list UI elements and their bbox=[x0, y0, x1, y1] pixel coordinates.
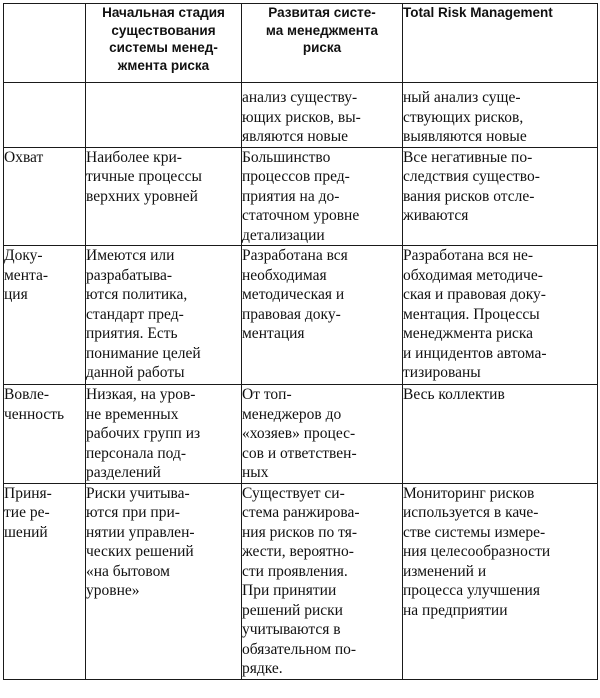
cell-line: Разработана вся не- bbox=[403, 247, 534, 264]
header-line: Total Risk Management bbox=[403, 5, 553, 20]
cell-line: Весь коллектив bbox=[403, 386, 505, 403]
cell-line: анализ существу- bbox=[242, 89, 358, 106]
table-cell bbox=[86, 385, 242, 484]
cell-line: При принятии bbox=[242, 582, 337, 599]
cell-line: менеджмента риска bbox=[403, 325, 534, 342]
table-cell bbox=[403, 483, 598, 679]
cell-line: решений риски bbox=[242, 601, 343, 619]
cell-line: стве системы измере- bbox=[403, 523, 546, 541]
cell-line: процесса улучшения bbox=[403, 582, 540, 599]
cell-line: являются новые bbox=[242, 128, 348, 145]
cell-line: ющих рисков, вы- bbox=[242, 108, 361, 126]
cell-line: понимание целей bbox=[86, 344, 201, 362]
cell-line: Существует си- bbox=[242, 484, 345, 502]
cell-line: учитываются в bbox=[242, 621, 341, 638]
cell-line: и инцидентов автома- bbox=[403, 344, 547, 362]
cell-line: Доку- bbox=[4, 247, 43, 264]
header-cell-total-risk-management bbox=[403, 4, 598, 83]
cell-line: Разработана вся bbox=[242, 247, 348, 264]
table-cell bbox=[242, 246, 403, 385]
row-label-cell bbox=[4, 147, 86, 246]
cell-line: ния целесообразности bbox=[403, 543, 551, 560]
cell-line: рабочих групп из bbox=[86, 425, 201, 442]
cell-line: персонала под- bbox=[86, 444, 187, 462]
table-header-row bbox=[4, 4, 598, 83]
cell-line: Охват bbox=[4, 148, 44, 166]
table-cell bbox=[242, 483, 403, 679]
row-label-cell bbox=[4, 246, 86, 385]
cell-line: тие ре- bbox=[4, 504, 50, 521]
header-line: ма менеджмента bbox=[265, 22, 379, 38]
cell-line: От топ- bbox=[242, 386, 292, 403]
cell-line: на предприятии bbox=[403, 601, 508, 619]
cell-line: Приня- bbox=[4, 484, 52, 502]
cell-line: шений bbox=[4, 523, 48, 541]
table-cell bbox=[86, 483, 242, 679]
header-line: жмента риска bbox=[117, 57, 210, 73]
cell-line: ческих решений bbox=[86, 543, 194, 560]
table-cell bbox=[242, 147, 403, 246]
cell-line: ствующих рисков, bbox=[403, 108, 524, 126]
cell-line: нятии управлен- bbox=[86, 523, 195, 541]
cell-line: правовая доку- bbox=[242, 305, 341, 323]
cell-line: ченность bbox=[4, 405, 65, 423]
header-line: существования bbox=[111, 22, 216, 38]
cell-line: не временных bbox=[86, 405, 179, 423]
table-cell bbox=[403, 83, 598, 148]
cell-line: уровне» bbox=[86, 582, 140, 599]
header-line: Развитая систе- bbox=[268, 5, 376, 20]
cell-line: ция bbox=[4, 286, 28, 303]
cell-line: тизированы bbox=[403, 364, 481, 381]
cell-line: следствия существо- bbox=[403, 168, 540, 185]
cell-line: используется в каче- bbox=[403, 504, 539, 521]
cell-line: стема ранжирова- bbox=[242, 504, 360, 521]
cell-line: Вовле- bbox=[4, 386, 49, 403]
cell-line: обходимая методиче- bbox=[403, 266, 543, 284]
header-cell-empty bbox=[4, 4, 86, 83]
cell-line: рядке. bbox=[242, 660, 283, 677]
header-line: риска bbox=[302, 40, 342, 55]
cell-line: верхних уровней bbox=[86, 187, 198, 205]
cell-line: ются политика, bbox=[86, 286, 188, 303]
table-row bbox=[4, 83, 598, 148]
cell-line: детализации bbox=[242, 226, 325, 244]
cell-line: жести, вероятно- bbox=[242, 543, 354, 560]
table-row bbox=[4, 147, 598, 246]
cell-line: изменений и bbox=[403, 562, 487, 580]
cell-line: разрабатыва- bbox=[86, 266, 173, 284]
cell-line: приятия на до- bbox=[242, 187, 340, 205]
table-cell bbox=[86, 147, 242, 246]
cell-line: Риски учитыва- bbox=[86, 484, 190, 502]
table-cell bbox=[86, 246, 242, 385]
cell-line: сти проявления. bbox=[242, 562, 348, 580]
cell-line: процессов пред- bbox=[242, 168, 350, 185]
cell-line: «на бытовом bbox=[86, 562, 170, 580]
cell-line: ются при при- bbox=[86, 504, 180, 521]
cell-line: ментация. Процессы bbox=[403, 305, 540, 323]
cell-line: Низкая, на уров- bbox=[86, 386, 196, 403]
table-cell bbox=[242, 83, 403, 148]
header-line: Начальная стадия bbox=[102, 5, 225, 20]
cell-line: приятия. Есть bbox=[86, 325, 178, 342]
table-row bbox=[4, 385, 598, 484]
cell-line: стандарт пред- bbox=[86, 305, 184, 323]
table-cell bbox=[86, 83, 242, 148]
cell-line: менеджеров до bbox=[242, 405, 342, 423]
table-cell bbox=[403, 246, 598, 385]
row-label-cell bbox=[4, 483, 86, 679]
cell-line: вания рисков отсле- bbox=[403, 187, 535, 205]
cell-line: данной работы bbox=[86, 364, 185, 381]
cell-line: живаются bbox=[403, 207, 469, 224]
cell-line: разделений bbox=[86, 464, 161, 481]
header-cell-initial-stage bbox=[86, 4, 242, 83]
risk-management-table bbox=[3, 3, 598, 680]
cell-line: статочном уровне bbox=[242, 207, 360, 224]
cell-line: ный анализ суще- bbox=[403, 89, 521, 106]
cell-line: Все негативные по- bbox=[403, 148, 533, 166]
cell-line: Большинство bbox=[242, 148, 331, 166]
cell-line: сов и ответствен- bbox=[242, 444, 357, 462]
cell-line: ния рисков по тя- bbox=[242, 523, 357, 541]
cell-line: «хозяев» процес- bbox=[242, 425, 356, 442]
cell-line: ская и правовая доку- bbox=[403, 286, 546, 303]
row-label-cell bbox=[4, 385, 86, 484]
table-cell bbox=[242, 385, 403, 484]
cell-line: методическая и bbox=[242, 286, 345, 303]
table-row bbox=[4, 483, 598, 679]
cell-line: обязательном по- bbox=[242, 640, 357, 658]
cell-line: ментация bbox=[242, 325, 305, 342]
header-line: системы менед- bbox=[109, 40, 218, 55]
table-cell bbox=[4, 83, 86, 148]
table-cell bbox=[403, 147, 598, 246]
table-row bbox=[4, 246, 598, 385]
cell-line: Наиболее кри- bbox=[86, 148, 182, 166]
cell-line: Имеются или bbox=[86, 247, 175, 264]
cell-line: Мониторинг рисков bbox=[403, 484, 535, 502]
cell-line: ных bbox=[242, 464, 269, 481]
cell-line: тичные процессы bbox=[86, 168, 202, 185]
header-cell-developed-system bbox=[242, 4, 403, 83]
cell-line: необходимая bbox=[242, 266, 327, 284]
table-cell bbox=[403, 385, 598, 484]
cell-line: мента- bbox=[4, 266, 48, 284]
cell-line: выявляются новые bbox=[403, 128, 527, 145]
